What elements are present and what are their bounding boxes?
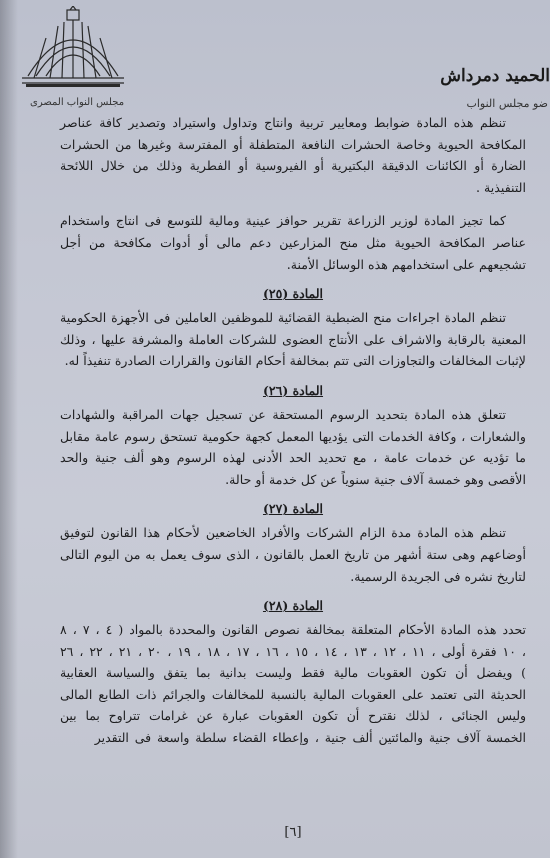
author-title: ضو مجلس النواب <box>466 97 548 110</box>
parliament-dome-logo <box>18 6 128 96</box>
heading-article-28: المادة (٢٨) <box>262 598 324 614</box>
heading-article-26: المادة (٢٦) <box>262 382 324 398</box>
author-name: الحميد دمرداش <box>440 66 550 86</box>
paragraph-article-24-b: كما تجيز المادة لوزير الزراعة تقرير حوافز عينية ومالية للتوسع فى انتاج واستخدام عناصر المكافحة الحيوية مثل منح المزارعين دعم مالى أو أدوات مكافحة من أجل تشجيعهم على استخدامهم هذه الوسائل الأمنة. <box>60 213 526 272</box>
heading-article-27: المادة (٢٧) <box>262 501 324 517</box>
document-body <box>60 112 526 838</box>
heading-article-25: المادة (٢٥) <box>262 286 324 302</box>
page-shadow <box>0 0 18 858</box>
paragraph-article-26: تتعلق هذه المادة بتحديد الرسوم المستحقة عن تسجيل جهات المراقبة والشهادات والشعارات ، وكافة الخدمات التى يؤديها المعمل كجهة حكومية تستحق رسوم عامة مقابل ما تؤديه عن خدمات عامة ، مع تحديد الحد الأدنى لهذه الرسوم وهو ألف جنية والحد الأقصى وهو خمسة آلاف جنية سنوياً عن كل خدمة أو حالة. <box>60 406 526 487</box>
council-caption: مجلس النواب المصرى <box>30 97 125 108</box>
page-number: [٦] <box>284 825 302 840</box>
paragraph-article-25: تنظم المادة اجراءات منح الضبطية القضائية للموظفين العاملين فى الأجهزة الحكومية المعنية بالرقابة والاشراف على الأنتاج العضوى للشركات العاملة والمشرفة عليها ، وذلك لإثبات المخالفات والتجاوزات التى تتم بمخالفة أحكام القانون والقرارات الصادرة تنفيذاً له. <box>60 310 526 369</box>
paragraph-article-27: تنظم هذه المادة مدة الزام الشركات والأفراد الخاضعين لأحكام هذا القانون لتوفيق أوضاعهم وهى ستة أشهر من تاريخ العمل بالقانون ، الذى سوف يعمل به من اليوم التالى لتاريخ نشره فى الجريدة الرسمية. <box>60 525 526 584</box>
paragraph-article-24-a: تنظم هذه المادة ضوابط ومعايير تربية وانتاج وتداول واستيراد وتصدير كافة عناصر المكافحة الحيوية وخاصة الحشرات النافعة المتطفلة أو المفترسة وغيرها من الحشرات الضارة أو الكائنات الدقيقة البكتيرية أو الفيروسية أو الفطرية وذلك من خلال اللائحة التنفيذية . <box>60 115 526 195</box>
paragraph-article-28: تحدد هذه المادة الأحكام المتعلقة بمخالفة نصوص القانون والمحددة بالمواد ( ٤ ، ٧ ، ٨ ، ١٠ فقرة أولى ، ١١ ، ١٢ ، ١٣ ، ١٤ ، ١٥ ، ١٦ ، ١٧ ، ١٨ ، ١٩ ، ٢٠ ، ٢١ ، ٢٢ ، ٢٦ ) ويفضل أن تكون العقوبات مالية فقط وليست بدانية بما يتفق والسياسة العقابية الحديثة التى تعتمد على العقوبات المالية بالنسبة للمخالفات والجرائم ذات الطابع المالى وليس الجنائى ، لذلك نقترح أن تكون العقوبات عبارة عن غرامات تتراوح بما بين الخمسة آلاف جنية والمائتين ألف جنية ، وإعطاء القضاء سلطة واسعة فى التقدير <box>60 622 526 746</box>
